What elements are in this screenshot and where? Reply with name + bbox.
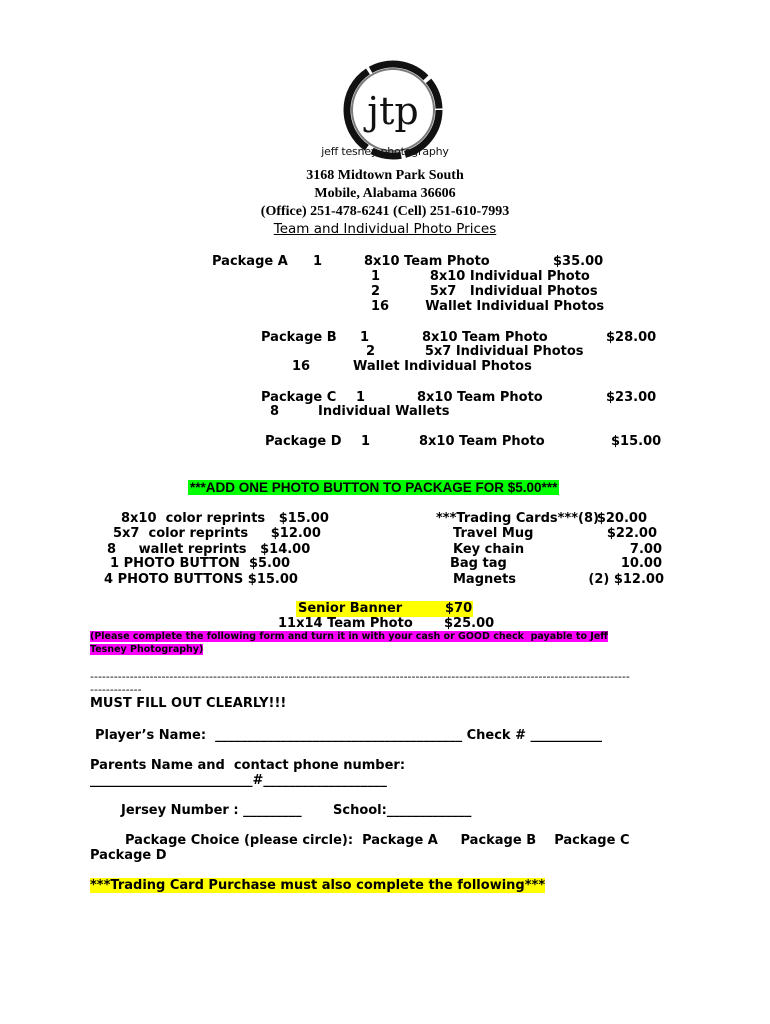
cut-line-divider-tail: ------------- (90, 683, 142, 696)
extras-left-item: 5x7 color reprints $12.00 (113, 526, 321, 541)
extras-right-price: $20.00 (596, 511, 647, 526)
package-b-item: 8x10 Team Photo (422, 330, 548, 345)
must-fill-heading: MUST FILL OUT CLEARLY!!! (90, 696, 287, 711)
team-photo-11x14-price: $25.00 (444, 616, 495, 631)
logo (315, 38, 455, 163)
address-line-2: Mobile, Alabama 36606 (314, 186, 456, 201)
extras-right-item: Bag tag (450, 556, 507, 571)
senior-banner-price: $70 (445, 601, 473, 616)
package-a-item: 8x10 Team Photo (364, 254, 490, 269)
package-d-price: $15.00 (611, 434, 662, 449)
extras-right-item: Key chain (453, 542, 525, 557)
logo-caption: jeff tesney photography (321, 145, 449, 158)
parents-contact-label: Parents Name and contact phone number: (90, 758, 406, 773)
extras-right-price: $22.00 (606, 526, 657, 541)
player-name-field[interactable]: Player’s Name: ______________________________________ Check # ___________ (95, 728, 603, 743)
extras-right-price: 10.00 (620, 556, 662, 571)
senior-banner-label: Senior Banner (298, 601, 403, 616)
package-c-qty: 1 (356, 390, 366, 405)
logo-mark: jtp (367, 89, 419, 133)
package-b-line-3-item: Wallet Individual Photos (353, 359, 532, 374)
package-d-label: Package D (265, 434, 342, 449)
team-photo-11x14-label: 11x14 Team Photo (278, 616, 413, 631)
form-instructions-line-1: (Please complete the following form and turn it in with your cash or GOOD check payable to Jeff (90, 631, 608, 642)
trading-card-note: ***Trading Card Purchase must also complete the following*** (90, 878, 546, 893)
extras-left-item: 1 PHOTO BUTTON $5.00 (110, 556, 291, 571)
package-b-price: $28.00 (606, 330, 657, 345)
package-c-line-2-qty: 8 (270, 404, 280, 419)
school-field[interactable]: School:_____________ (333, 803, 472, 818)
package-choice-line-1[interactable]: Package Choice (please circle): Package A Package B Package C (125, 833, 630, 848)
package-a-line-3: 2 5x7 Individual Photos (371, 284, 598, 299)
parents-contact-field[interactable]: _________________________#___________________ (90, 773, 387, 788)
package-c-line-2-item: Individual Wallets (318, 404, 450, 419)
package-b-line-2: 2 5x7 Individual Photos (366, 344, 584, 359)
extras-left-item: 8x10 color reprints $15.00 (121, 511, 329, 526)
package-b-qty: 1 (360, 330, 370, 345)
package-choice-line-2[interactable]: Package D (90, 848, 167, 863)
package-b-label: Package B (261, 330, 337, 345)
package-d-qty: 1 (361, 434, 371, 449)
page-subtitle: Team and Individual Photo Prices (273, 221, 497, 237)
extras-right-item: Travel Mug (453, 526, 534, 541)
extras-right-price: (2) $12.00 (588, 572, 664, 587)
package-a-qty: 1 (313, 254, 323, 269)
senior-banner-row (296, 601, 473, 617)
package-a-price: $35.00 (553, 254, 604, 269)
extras-left-item: 8 wallet reprints $14.00 (107, 542, 311, 557)
package-b-line-3-qty: 16 (292, 359, 311, 374)
extras-right-price: 7.00 (629, 542, 662, 557)
address-line-1: 3168 Midtown Park South (306, 168, 464, 183)
package-a-line-2: 1 8x10 Individual Photo (371, 269, 590, 284)
extras-left-item: 4 PHOTO BUTTONS $15.00 (104, 572, 298, 587)
add-photo-button-note: ***ADD ONE PHOTO BUTTON TO PACKAGE FOR $5.00*** (190, 480, 558, 495)
jersey-number-field[interactable]: Jersey Number : _________ (121, 803, 302, 818)
cut-line-divider: ---------------------------------------------------------------------------------------------------------------------------------------- (90, 670, 630, 683)
package-c-price: $23.00 (606, 390, 657, 405)
package-a-line-4: 16 Wallet Individual Photos (371, 299, 605, 314)
phone-numbers: (Office) 251-478-6241 (Cell) 251-610-7993 (260, 204, 510, 219)
form-instructions-line-2: Tesney Photography) (90, 644, 204, 655)
extras-right-item: Magnets (453, 572, 517, 587)
package-d-item: 8x10 Team Photo (419, 434, 545, 449)
package-c-item: 8x10 Team Photo (417, 390, 543, 405)
extras-right-item: ***Trading Cards***(8) (436, 511, 599, 526)
package-a-label: Package A (212, 254, 288, 269)
package-c-label: Package C (261, 390, 337, 405)
